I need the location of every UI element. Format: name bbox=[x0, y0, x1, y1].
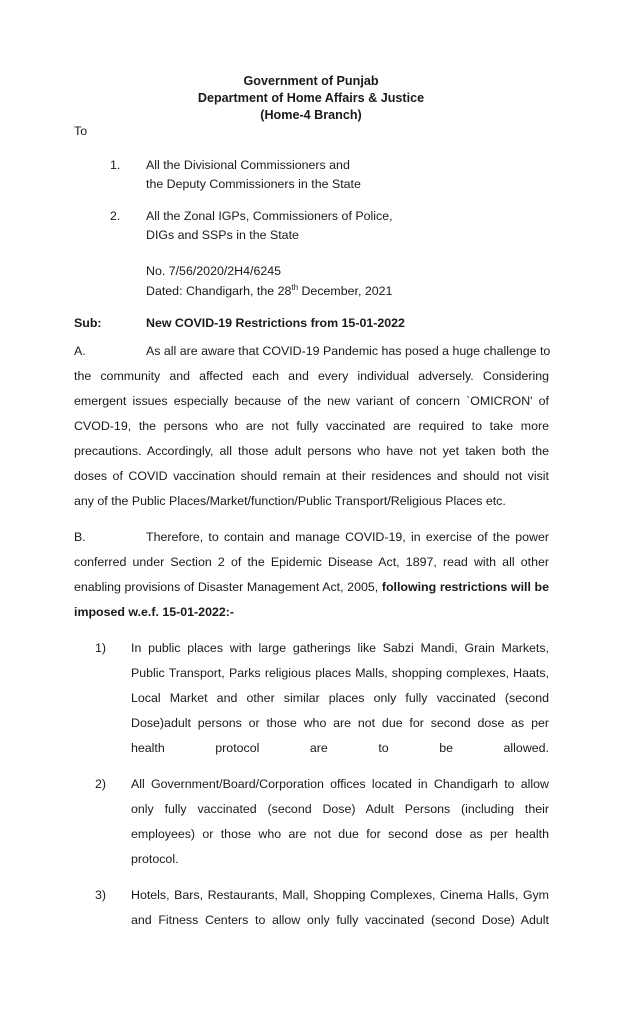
para-a-line: CVOD-19, the persons who are not fully vaccinated are required to take more bbox=[74, 419, 549, 433]
restriction-line: employees) or those who are not due for second dose as per health bbox=[131, 827, 549, 841]
header-branch: (Home-4 Branch) bbox=[260, 108, 362, 122]
para-a-line: emergent issues especially because of the new variant of concern `OMICRON' of bbox=[74, 394, 549, 408]
header-government: Government of Punjab bbox=[243, 74, 379, 88]
subject-label: Sub: bbox=[74, 316, 102, 330]
para-a-line: any of the Public Places/Market/function/Public Transport/Religious Places etc. bbox=[74, 494, 506, 508]
restriction-line: Dose)adult persons or those who are not due for second dose as per bbox=[131, 716, 549, 730]
para-a-line: As all are aware that COVID-19 Pandemic has posed a huge challenge to bbox=[146, 344, 551, 358]
para-a-line: doses of COVID vaccination should remain at their residences and should not visit bbox=[74, 469, 549, 483]
restriction-line: health protocol are to be allowed. bbox=[131, 741, 549, 755]
restriction-line: In public places with large gatherings like Sabzi Mandi, Grain Markets, bbox=[131, 641, 549, 655]
para-b-label: B. bbox=[74, 530, 86, 544]
restriction-line: Public Transport, Parks religious places Malls, shopping complexes, Haats, bbox=[131, 666, 549, 680]
header-department: Department of Home Affairs & Justice bbox=[197, 91, 425, 105]
restriction-line: Local Market and other similar places only fully vaccinated (second bbox=[131, 691, 549, 705]
para-b-line: enabling provisions of Disaster Management Act, 2005, following restrictions will be bbox=[74, 580, 549, 594]
recipient-line: All the Divisional Commissioners and bbox=[146, 158, 350, 172]
subject-text: New COVID-19 Restrictions from 15-01-2022 bbox=[146, 316, 405, 330]
para-b-line: Therefore, to contain and manage COVID-19, in exercise of the power bbox=[146, 530, 549, 544]
para-b-line: imposed w.e.f. 15-01-2022:- bbox=[74, 605, 234, 619]
reference-date: Dated: Chandigarh, the 28th December, 2021 bbox=[146, 283, 393, 299]
recipient-line: the Deputy Commissioners in the State bbox=[146, 177, 361, 191]
restriction-number: 3) bbox=[95, 888, 107, 902]
recipient-line: DIGs and SSPs in the State bbox=[146, 228, 299, 242]
para-b-line: conferred under Section 2 of the Epidemic Disease Act, 1897, read with all other bbox=[74, 555, 549, 569]
to-label: To bbox=[74, 124, 88, 138]
restriction-number: 2) bbox=[95, 777, 107, 791]
para-a-label: A. bbox=[74, 344, 86, 358]
restriction-line: All Government/Board/Corporation offices located in Chandigarh to allow bbox=[131, 777, 549, 791]
para-a-line: precautions. Accordingly, all those adult persons who have not yet taken both the bbox=[74, 444, 549, 458]
recipient-number: 1. bbox=[110, 158, 121, 172]
restriction-line: protocol. bbox=[131, 852, 179, 866]
restriction-line: and Fitness Centers to allow only fully vaccinated (second Dose) Adult bbox=[131, 913, 549, 927]
restriction-number: 1) bbox=[95, 641, 107, 655]
restriction-line: Hotels, Bars, Restaurants, Mall, Shopping Complexes, Cinema Halls, Gym bbox=[131, 888, 549, 902]
restriction-line: only fully vaccinated (second Dose) Adult Persons (including their bbox=[131, 802, 549, 816]
para-a-line: the community and affected each and every individual adversely. Considering bbox=[74, 369, 549, 383]
recipient-line: All the Zonal IGPs, Commissioners of Police, bbox=[146, 209, 393, 223]
reference-number: No. 7/56/2020/2H4/6245 bbox=[146, 264, 282, 278]
recipient-number: 2. bbox=[110, 209, 121, 223]
